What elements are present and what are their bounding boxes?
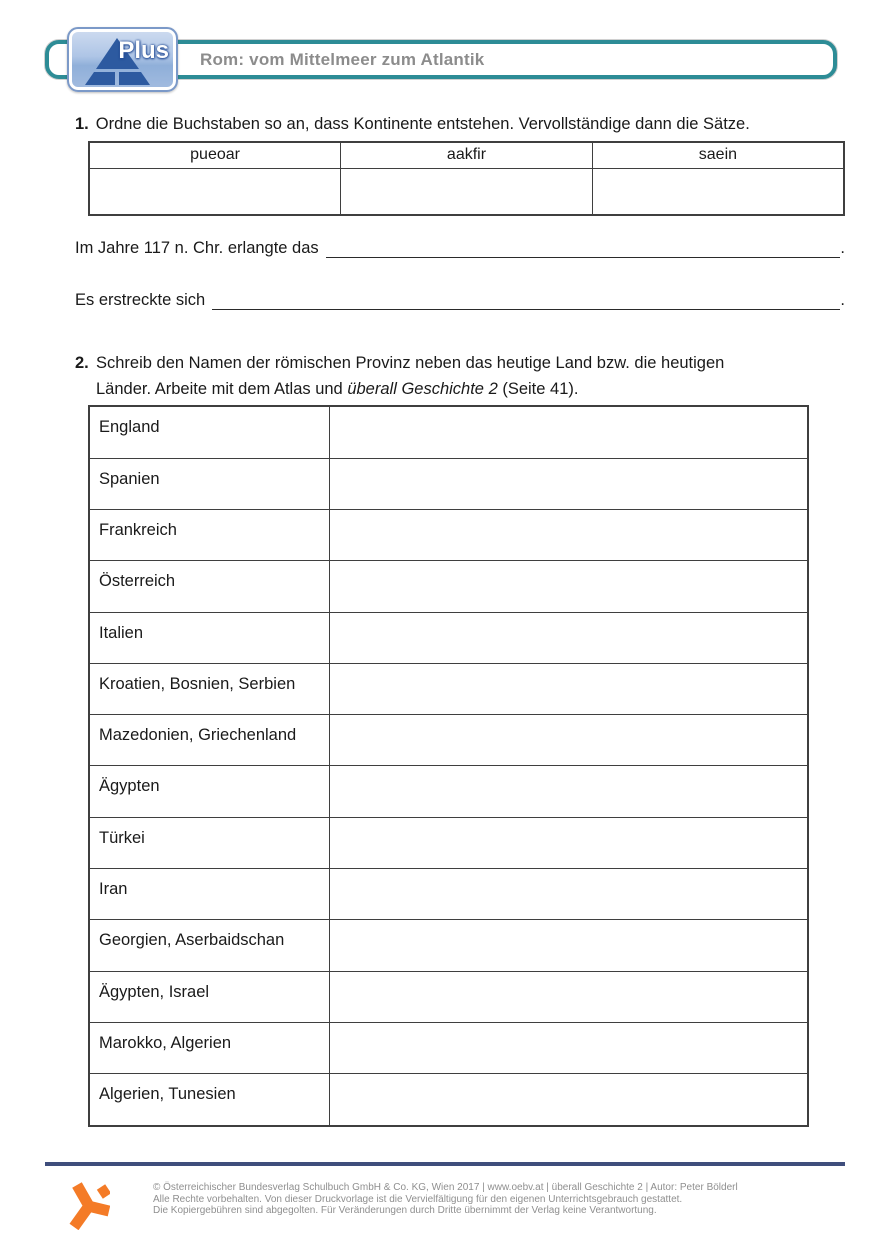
- province-answer-cell: [329, 766, 808, 817]
- province-answer-cell: [329, 817, 808, 868]
- plus-logo-label: Plus: [118, 37, 169, 64]
- province-answer-cell: [329, 612, 808, 663]
- sentence-prefix: Es erstreckte sich: [75, 291, 206, 309]
- table-row: [89, 920, 808, 971]
- province-answer-cell: [329, 971, 808, 1022]
- country-cell: England: [89, 406, 329, 458]
- scramble-answer-cell: [89, 168, 341, 215]
- sentence-period: .: [840, 239, 845, 257]
- sentence-period: .: [840, 291, 845, 309]
- footer-copyright-line2: Alle Rechte vorbehalten. Von dieser Druckvorlage ist die Vervielfältigung für den eigenen Unterrichtsgebrauch gestattet.: [153, 1193, 683, 1205]
- country-cell: Kroatien, Bosnien, Serbien: [89, 663, 329, 714]
- blank-line: [326, 239, 841, 258]
- scramble-header-cell: saein: [592, 142, 844, 168]
- country-cell: Mazedonien, Griechenland: [89, 715, 329, 766]
- scramble-header-cell: aakfir: [341, 142, 593, 168]
- table-row: [89, 612, 808, 663]
- task2-instruction-line1: Schreib den Namen der römischen Provinz neben das heutige Land bzw. die heutigen: [96, 354, 725, 372]
- scramble-answer-cell: [592, 168, 844, 215]
- province-answer-cell: [329, 406, 808, 458]
- provinces-table: [88, 405, 809, 1127]
- scramble-header-cell: pueoar: [89, 142, 341, 168]
- footer-copyright-line3: Die Kopiergebühren sind abgegolten. Für Veränderungen durch Dritte übernimmt der Verlag keine Verantwortung.: [153, 1205, 657, 1217]
- province-answer-cell: [329, 1022, 808, 1073]
- task1-instruction: Ordne die Buchstaben so an, dass Kontinente entstehen. Vervollständige dann die Sätze.: [95, 115, 750, 133]
- sentence-prefix: Im Jahre 117 n. Chr. erlangte das: [75, 239, 319, 257]
- table-row: [89, 715, 808, 766]
- table-row: [89, 869, 808, 920]
- task2-number: 2.: [75, 354, 89, 372]
- task1-instruction-line: [75, 115, 750, 134]
- province-answer-cell: [329, 1074, 808, 1126]
- province-answer-cell: [329, 458, 808, 509]
- oebv-plus-logo: [67, 27, 178, 92]
- task2-instruction-block: [75, 351, 835, 402]
- task1-number: 1.: [75, 115, 89, 133]
- country-cell: Spanien: [89, 458, 329, 509]
- country-cell: Ägypten, Israel: [89, 971, 329, 1022]
- oebv-asterisk-icon: [62, 1182, 110, 1230]
- country-cell: Iran: [89, 869, 329, 920]
- page-title: Rom: vom Mittelmeer zum Atlantik: [200, 50, 485, 69]
- scramble-answer-row: [89, 168, 844, 215]
- book-title: überall Geschichte 2: [347, 379, 498, 398]
- country-cell: Algerien, Tunesien: [89, 1074, 329, 1126]
- task2-instruction-line2: [75, 377, 835, 403]
- table-row: [89, 1074, 808, 1126]
- province-answer-cell: [329, 869, 808, 920]
- table-row: [89, 817, 808, 868]
- country-cell: Türkei: [89, 817, 329, 868]
- task2-instruction-line2-pre: Länder. Arbeite mit dem Atlas und: [96, 379, 348, 398]
- fill-in-sentence: [75, 291, 845, 310]
- country-cell: Marokko, Algerien: [89, 1022, 329, 1073]
- scramble-answer-cell: [341, 168, 593, 215]
- country-cell: Österreich: [89, 561, 329, 612]
- footer-copyright: [153, 1182, 793, 1217]
- table-row: [89, 406, 808, 458]
- country-cell: Ägypten: [89, 766, 329, 817]
- scramble-header-row: [89, 142, 844, 168]
- table-row: [89, 766, 808, 817]
- table-row: [89, 561, 808, 612]
- country-cell: Italien: [89, 612, 329, 663]
- blank-line: [212, 291, 840, 310]
- province-answer-cell: [329, 715, 808, 766]
- footer-rule: [45, 1162, 845, 1166]
- province-answer-cell: [329, 561, 808, 612]
- table-row: [89, 458, 808, 509]
- table-row: [89, 509, 808, 560]
- province-answer-cell: [329, 920, 808, 971]
- task2-instruction-line2-post: (Seite 41).: [497, 379, 579, 398]
- table-row: [89, 1022, 808, 1073]
- table-row: [89, 663, 808, 714]
- provinces-table-body: [89, 406, 808, 1126]
- country-cell: Georgien, Aserbaidschan: [89, 920, 329, 971]
- footer-copyright-line1: © Österreichischer Bundesverlag Schulbuch GmbH & Co. KG, Wien 2017 | www.oebv.at | überall Geschichte 2 | Autor: Peter Bölderl: [153, 1182, 738, 1193]
- fill-in-sentence: [75, 239, 845, 258]
- table-row: [89, 971, 808, 1022]
- province-answer-cell: [329, 509, 808, 560]
- country-cell: Frankreich: [89, 509, 329, 560]
- province-answer-cell: [329, 663, 808, 714]
- scramble-table: [88, 141, 845, 216]
